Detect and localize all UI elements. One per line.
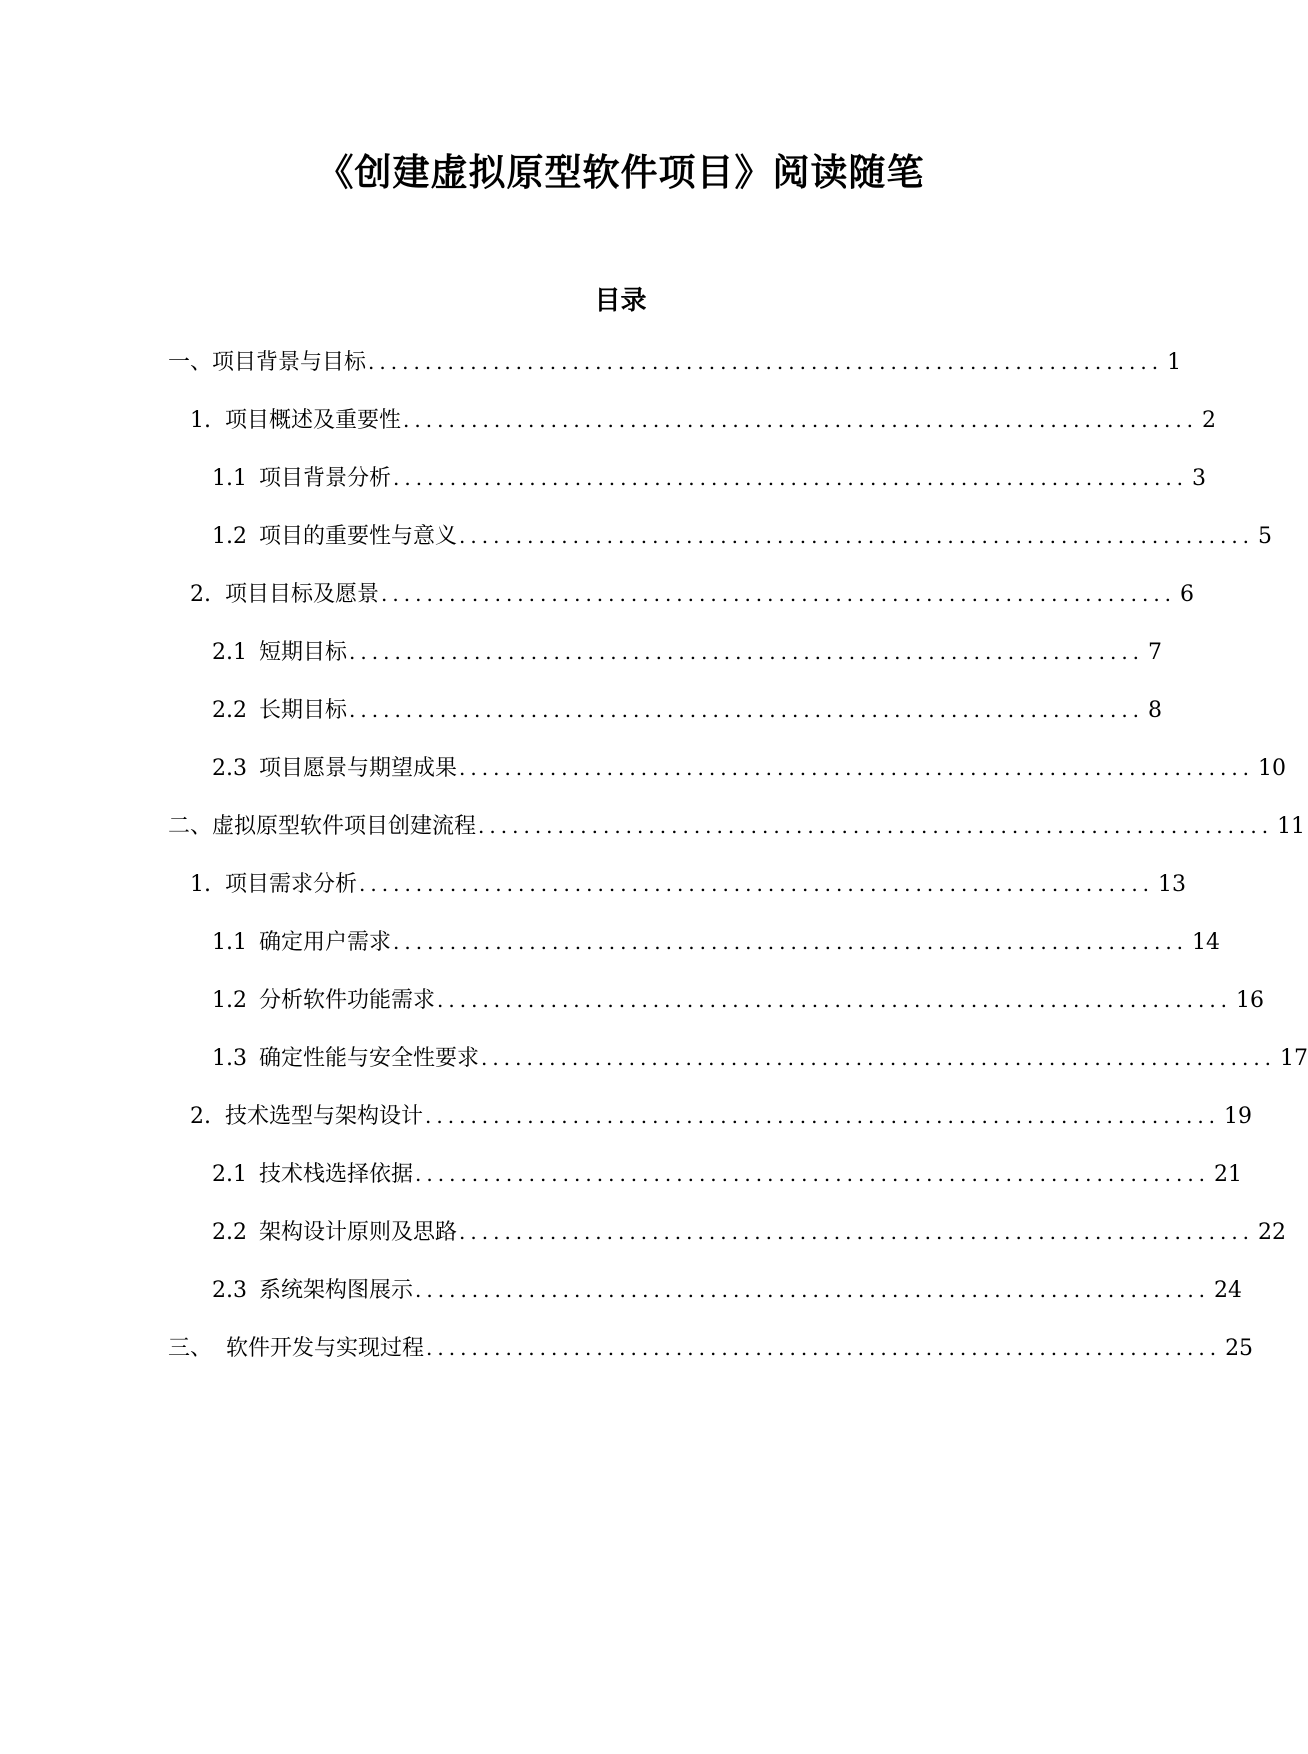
toc-entry-number: 一、 [168, 350, 213, 375]
toc-entry-title: 系统架构图展示 [259, 1278, 414, 1303]
toc-dot-leader: ...................................................................... [425, 1104, 1221, 1128]
toc-entry-number: 1.2 [212, 524, 247, 549]
toc-dot-leader: ...................................................................... [478, 814, 1274, 838]
toc-entry-page: 7 [1148, 640, 1163, 665]
toc-dot-leader: ...................................................................... [403, 408, 1199, 432]
toc-entry[interactable] [212, 1157, 1243, 1191]
toc-entry-title: 项目的重要性与意义 [259, 524, 458, 549]
toc-entry-number: 2.1 [212, 640, 247, 665]
toc-entry-page: 19 [1224, 1104, 1253, 1129]
toc-entry-page: 13 [1158, 872, 1187, 897]
toc-entry-page: 25 [1225, 1336, 1254, 1361]
toc-dot-leader: ...................................................................... [393, 930, 1189, 954]
toc-entry-page: 14 [1192, 930, 1221, 955]
toc-dot-leader: ...................................................................... [349, 640, 1145, 664]
toc-entry-title: 分析软件功能需求 [259, 988, 436, 1013]
toc-entry[interactable] [190, 577, 1195, 611]
toc-dot-leader: ...................................................................... [415, 1278, 1211, 1302]
toc-entry-title: 虚拟原型软件项目创建流程 [212, 814, 477, 839]
toc-dot-leader: ...................................................................... [393, 466, 1189, 490]
toc-entry[interactable] [212, 461, 1207, 495]
toc-dot-leader: ...................................................................... [415, 1162, 1211, 1186]
toc-entry[interactable] [212, 693, 1163, 727]
toc-dot-leader: ...................................................................... [459, 756, 1255, 780]
toc-entry-title: 项目愿景与期望成果 [259, 756, 458, 781]
toc-dot-leader: ...................................................................... [481, 1046, 1277, 1070]
toc-entry-number: 1.2 [212, 988, 247, 1013]
toc-entry-number: 2. [190, 582, 211, 607]
toc-entry-title: 项目目标及愿景 [225, 582, 380, 607]
toc-entry[interactable] [212, 519, 1273, 553]
toc-entry[interactable] [168, 1331, 1254, 1365]
toc-entry-number: 三、 [168, 1336, 213, 1361]
toc-entry-number: 1.1 [212, 466, 247, 491]
toc-entry-number: 2.1 [212, 1162, 247, 1187]
toc-entry[interactable] [212, 925, 1221, 959]
toc-entry-title: 技术选型与架构设计 [225, 1104, 424, 1129]
toc-entry-number: 二、 [168, 814, 213, 839]
toc-entry[interactable] [168, 345, 1182, 379]
toc-entry-page: 11 [1277, 814, 1306, 839]
toc-entry-page: 24 [1214, 1278, 1243, 1303]
toc-entry-page: 10 [1258, 756, 1287, 781]
toc-entry-page: 5 [1258, 524, 1273, 549]
toc-entry-title: 项目背景与目标 [212, 350, 367, 375]
toc-entry-page: 8 [1148, 698, 1163, 723]
toc-entry-number: 1.1 [212, 930, 247, 955]
toc-entry-title: 项目需求分析 [225, 872, 358, 897]
toc-entry-page: 22 [1258, 1220, 1287, 1245]
toc-entry-page: 21 [1214, 1162, 1243, 1187]
toc-entry-page: 17 [1280, 1046, 1308, 1071]
toc-entry-number: 2.3 [212, 1278, 247, 1303]
toc-entry[interactable] [212, 1041, 1308, 1075]
toc-dot-leader: ...................................................................... [381, 582, 1177, 606]
toc-entry-number: 1. [190, 408, 211, 433]
toc-entry-title: 架构设计原则及思路 [259, 1220, 458, 1245]
toc-dot-leader: ...................................................................... [368, 350, 1164, 374]
toc-heading: 目录 [594, 286, 647, 316]
toc-entry-title: 确定用户需求 [259, 930, 392, 955]
toc-entry-title: 项目概述及重要性 [225, 408, 402, 433]
toc-entry[interactable] [190, 403, 1217, 437]
toc-entry-title: 长期目标 [259, 698, 348, 723]
toc-entry[interactable] [168, 809, 1306, 843]
toc-entry-number: 2. [190, 1104, 211, 1129]
document-title: 《创建虚拟原型软件项目》阅读随笔 [316, 151, 925, 194]
toc-entry-title: 软件开发与实现过程 [226, 1336, 425, 1361]
toc-entry-title: 确定性能与安全性要求 [259, 1046, 480, 1071]
toc-dot-leader: ...................................................................... [437, 988, 1233, 1012]
toc-dot-leader: ...................................................................... [459, 524, 1255, 548]
toc-entry-title: 项目背景分析 [259, 466, 392, 491]
toc-entry-number: 1.3 [212, 1046, 247, 1071]
toc-entry[interactable] [190, 867, 1187, 901]
toc-entry-page: 3 [1192, 466, 1207, 491]
toc-entry-page: 6 [1180, 582, 1195, 607]
toc-entry[interactable] [190, 1099, 1253, 1133]
toc-entry-page: 1 [1167, 350, 1182, 375]
toc-dot-leader: ...................................................................... [359, 872, 1155, 896]
toc-entry[interactable] [212, 1215, 1287, 1249]
toc-entry-page: 2 [1202, 408, 1217, 433]
toc-entry[interactable] [212, 983, 1265, 1017]
toc-entry-number: 2.2 [212, 698, 247, 723]
toc-entry[interactable] [212, 751, 1287, 785]
toc-dot-leader: ...................................................................... [459, 1220, 1255, 1244]
toc-entry[interactable] [212, 635, 1163, 669]
toc-entry[interactable] [212, 1273, 1243, 1307]
toc-entry-page: 16 [1236, 988, 1265, 1013]
toc-entry-title: 短期目标 [259, 640, 348, 665]
toc-entry-number: 2.2 [212, 1220, 247, 1245]
toc-entry-number: 2.3 [212, 756, 247, 781]
toc-dot-leader: ...................................................................... [426, 1336, 1222, 1360]
toc-dot-leader: ...................................................................... [349, 698, 1145, 722]
toc-entry-title: 技术栈选择依据 [259, 1162, 414, 1187]
toc-entry-number: 1. [190, 872, 211, 897]
